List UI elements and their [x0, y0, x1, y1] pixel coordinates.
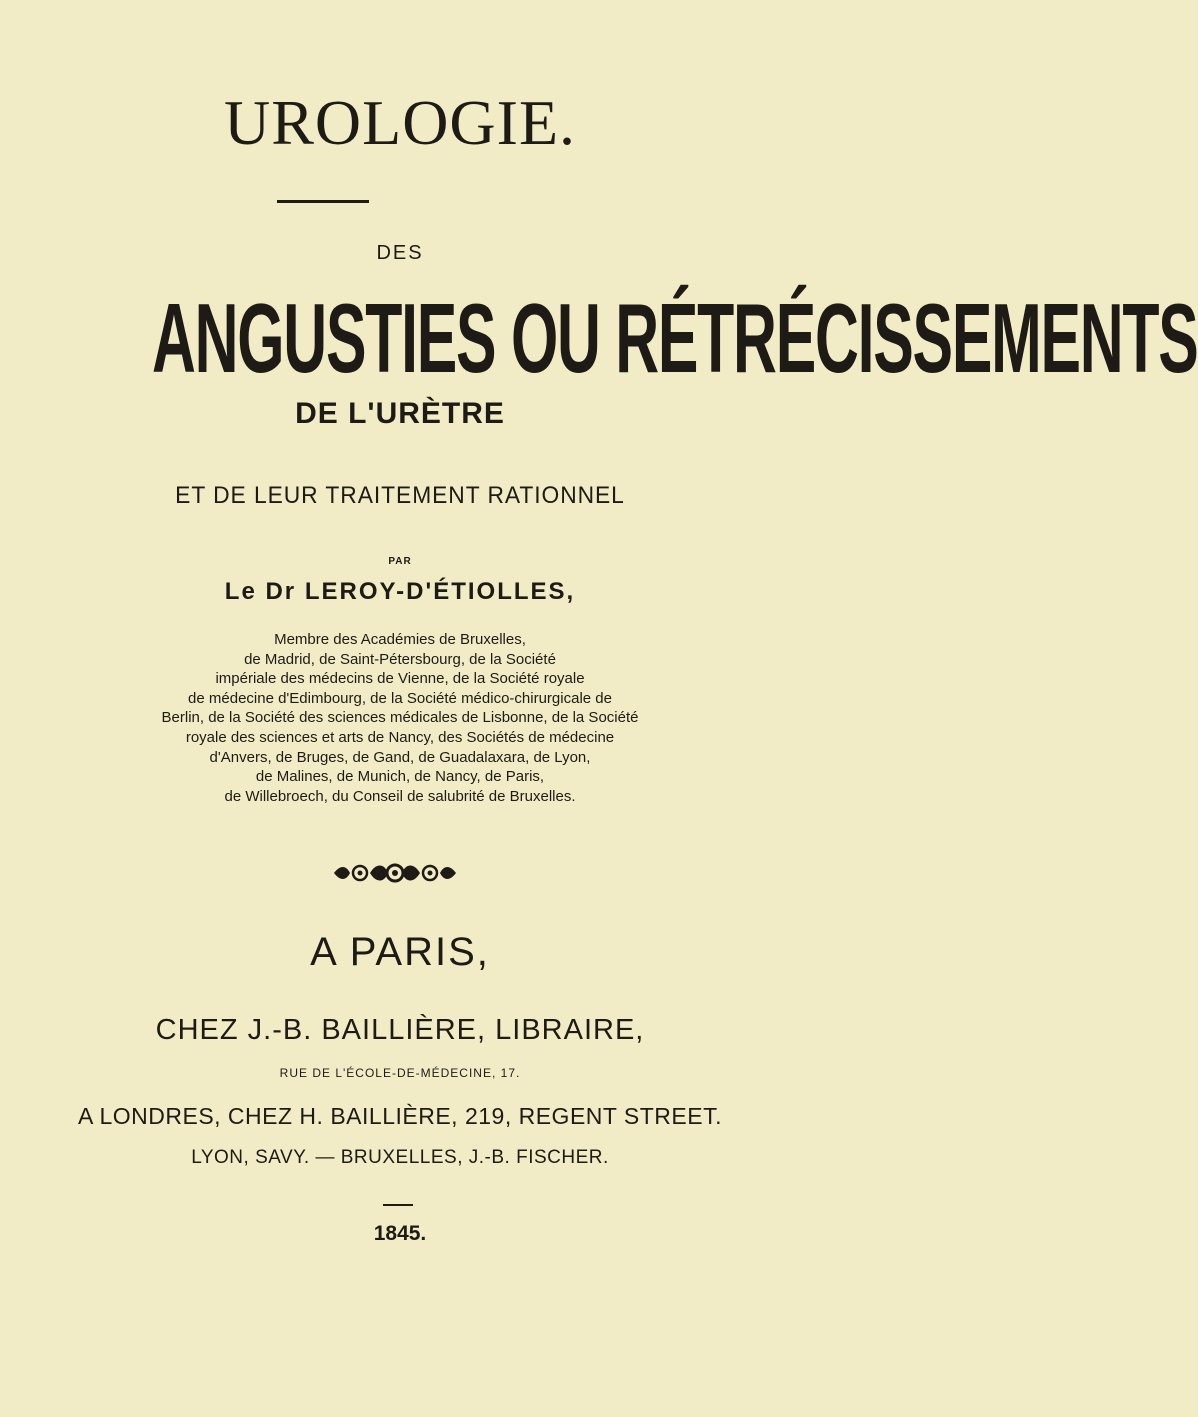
- lyon-brussels-imprint: LYON, SAVY. — BRUXELLES, J.-B. FISCHER.: [191, 1147, 609, 1168]
- subtitle-secondary: ET DE LEUR TRAITEMENT RATIONNEL: [175, 482, 625, 509]
- fleuron-ornament-icon: [330, 861, 460, 885]
- bio-line: impériale des médecins de Vienne, de la Société royale: [215, 670, 585, 688]
- bio-line: Berlin, de la Société des sciences médicales de Lisbonne, de la Société: [161, 709, 639, 727]
- des-label: DES: [376, 242, 424, 264]
- bio-line: de médecine d'Edimbourg, de la Société médico-chirurgicale de: [188, 689, 612, 707]
- author-name: Le Dr LEROY-D'ÉTIOLLES,: [224, 578, 576, 605]
- par-label: PAR: [388, 556, 412, 567]
- main-title: ANGUSTIES OU RÉTRÉCISSEMENTS: [152, 283, 1198, 393]
- book-title: UROLOGIE.: [223, 87, 577, 158]
- bio-line: de Malines, de Munich, de Nancy, de Paris,: [255, 768, 545, 786]
- london-imprint: A LONDRES, CHEZ H. BAILLIÈRE, 219, REGENT STREET.: [78, 1103, 722, 1129]
- bio-line: de Willebroech, du Conseil de salubrité de Bruxelles.: [224, 787, 576, 805]
- bio-line: Membre des Académies de Bruxelles,: [274, 631, 526, 648]
- publisher-name: CHEZ J.-B. BAILLIÈRE, LIBRAIRE,: [155, 1014, 645, 1046]
- publisher-address: RUE DE L'ÉCOLE-DE-MÉDECINE, 17.: [279, 1066, 521, 1080]
- year-rule: [383, 1204, 413, 1206]
- bio-line: d'Anvers, de Bruges, de Gand, de Guadalaxara, de Lyon,: [209, 748, 591, 766]
- place-of-publication: A PARIS,: [310, 930, 490, 974]
- subtitle: DE L'URÈTRE: [295, 397, 505, 430]
- bio-line: de Madrid, de Saint-Pétersbourg, de la Société: [244, 650, 556, 668]
- title-rule: [277, 200, 369, 203]
- publication-year: 1845.: [373, 1222, 427, 1245]
- author-affiliations: [0, 630, 800, 806]
- bio-line: royale des sciences et arts de Nancy, des Sociétés de médecine: [185, 728, 615, 746]
